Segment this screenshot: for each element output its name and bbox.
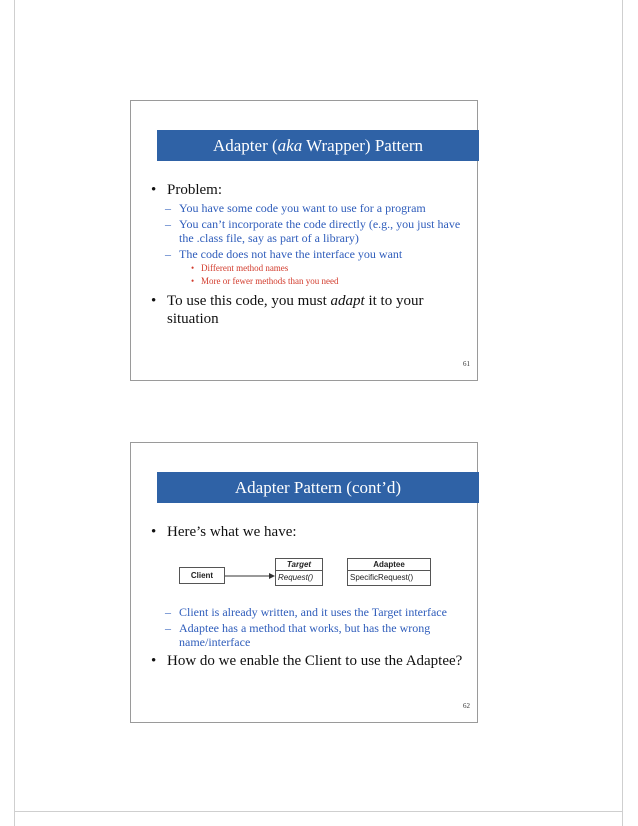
uml-class-diagram	[179, 558, 439, 588]
bullet-adapt-post: it to your situation	[167, 293, 424, 327]
sub-bullet-2: – Adaptee has a method that works, but has the wrong name/interface	[151, 621, 471, 649]
bullet-adapt-italic: adapt	[330, 293, 365, 309]
slide-61	[130, 100, 478, 381]
sub-bullet-2: – You can’t incorporate the code directly (e.g., you just have the .class file, say as part of a library)	[151, 217, 471, 245]
sub-bullet-3: – The code does not have the interface you want	[151, 247, 471, 261]
page-border-bottom	[14, 811, 623, 812]
bullet-enable: • How do we enable the Client to use the Adaptee?	[151, 652, 471, 670]
association-arrow-icon	[225, 572, 275, 580]
uml-target-box	[275, 558, 323, 586]
sub-bullet-1: – Client is already written, and it uses the Target interface	[151, 605, 471, 619]
uml-adaptee-op: SpecificRequest()	[350, 573, 414, 582]
title-text-post: Wrapper) Pattern	[302, 136, 423, 155]
bullet-list-lower	[151, 603, 471, 670]
slide-title	[157, 130, 479, 161]
page-border-left	[14, 0, 15, 826]
sub-sub-bullet-2: • More or fewer methods than you need	[151, 275, 471, 287]
slide-number: 62	[463, 702, 470, 710]
uml-client-box: Client	[179, 567, 225, 584]
slide-title: Adapter Pattern (cont’d)	[157, 472, 479, 503]
uml-target-name: Target	[276, 559, 322, 571]
bullet-have: • Here’s what we have:	[151, 523, 471, 541]
bullet-list	[151, 181, 471, 328]
uml-target-op: Request()	[278, 573, 314, 582]
bullet-list	[151, 523, 471, 541]
uml-adaptee-name: Adaptee	[348, 559, 430, 571]
uml-adaptee-box	[347, 558, 431, 586]
slide-number: 61	[463, 360, 470, 368]
page-border-right	[622, 0, 623, 826]
slide-62	[130, 442, 478, 723]
bullet-adapt-pre: To use this code, you must	[167, 293, 331, 309]
sub-sub-bullet-1: • Different method names	[151, 262, 471, 274]
bullet-adapt	[151, 292, 471, 328]
title-text-italic: aka	[277, 136, 303, 155]
title-text-pre: Adapter (	[212, 136, 278, 155]
bullet-problem: • Problem:	[151, 181, 471, 199]
sub-bullet-1: – You have some code you want to use for a program	[151, 201, 471, 215]
